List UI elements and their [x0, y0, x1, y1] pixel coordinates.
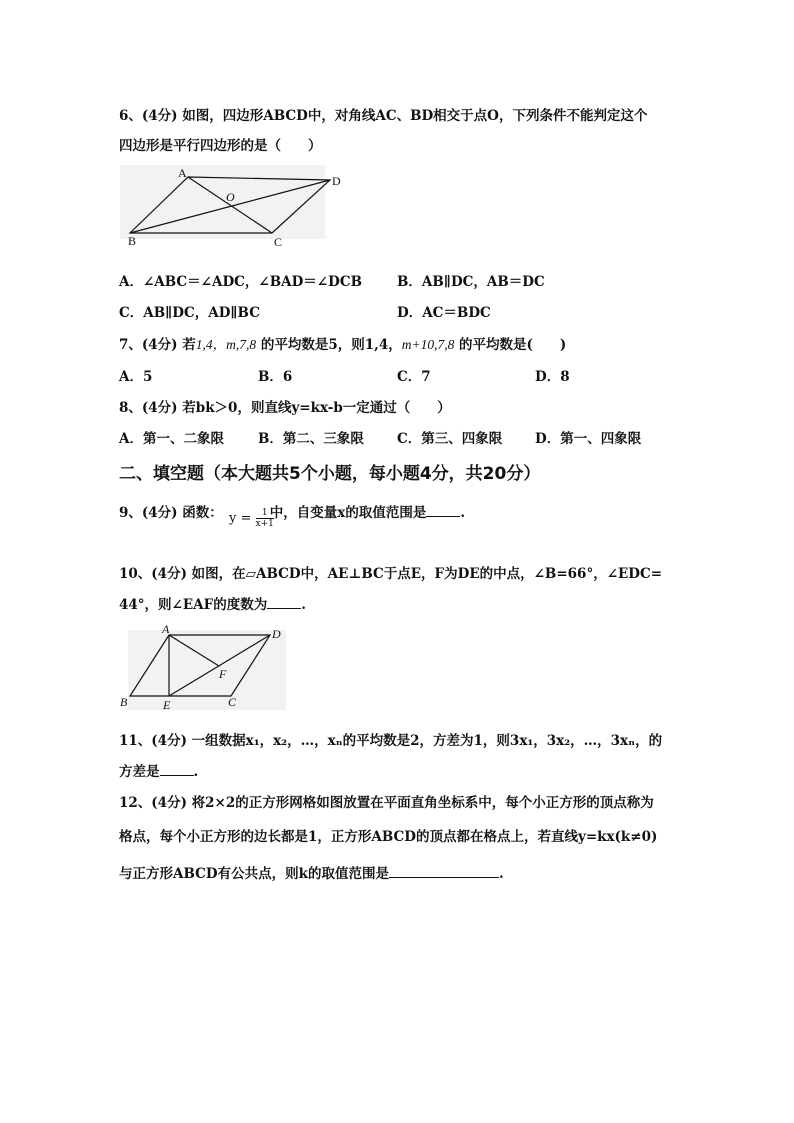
q6-option-a: A．∠ABC＝∠ADC，∠BAD＝∠DCB: [119, 274, 362, 290]
q10-parallelogram-figure: [118, 622, 293, 714]
q7-set2: m+10,7,8: [401, 337, 455, 352]
q6-label-o: O: [226, 190, 235, 204]
q7-stem: [119, 333, 566, 353]
section-fill-in-blank-heading: 二、填空题（本大题共5个小题，每小题4分，共20分）: [119, 464, 541, 484]
q11-line2-end: .: [193, 764, 199, 780]
q12-stem-line1: 12、(4分) 将2×2的正方形网格如图放置在平面直角坐标系中，每个小正方形的顶点称为: [119, 795, 654, 811]
q9-prefix: 9、(4分) 函数：: [119, 505, 223, 521]
q9-answer-blank[interactable]: [426, 504, 460, 517]
q9-suffix: 中，自变量x的取值范围是: [269, 505, 427, 521]
q6-option-d: D．AC＝BDC: [397, 305, 491, 321]
q8-option-a: A．第一、二象限: [119, 431, 224, 447]
q12-stem-line2: 格点，每个小正方形的边长都是1，正方形ABCD的顶点都在格点上，若直线y=kx(k≠0): [119, 829, 658, 845]
q8-stem: 8、(4分) 若bk＞0，则直线y=kx-b一定通过（ ）: [119, 400, 451, 416]
q12-line3-end: .: [498, 866, 504, 882]
q10-line2-end: .: [301, 597, 306, 613]
q10-stem-line1: 10、(4分) 如图，在▱ABCD中，AE⊥BC于点E，F为DE的中点，∠B=66°，∠EDC=: [119, 566, 663, 582]
q7-set1: 1,4，m,7,8: [195, 337, 257, 352]
q10-line2-text: 44°，则∠EAF的度数为: [119, 597, 268, 613]
q12-answer-blank[interactable]: [389, 865, 499, 878]
q7-option-a: A．5: [119, 369, 153, 385]
q7-prefix: 7、(4分) 若: [119, 337, 196, 353]
q10-label-e: E: [163, 698, 171, 712]
q6-option-c: C．AB∥DC，AD∥BC: [119, 305, 260, 321]
q7-option-b: B．6: [258, 369, 293, 385]
q10-label-d: D: [272, 627, 281, 641]
q9-formula-fraction: [256, 508, 274, 529]
q7-suffix: 的平均数是( ): [454, 337, 567, 353]
q9-end: .: [460, 505, 466, 521]
q10-label-f: F: [219, 667, 227, 681]
q9-formula-lhs: y =: [229, 511, 252, 526]
q6-label-b: B: [128, 234, 137, 248]
q11-answer-blank[interactable]: [160, 763, 194, 776]
q6-stem-line1: 6、(4分) 如图，四边形ABCD中，对角线AC、BD相交于点O，下列条件不能判定这个: [119, 108, 648, 124]
q7-option-c: C．7: [397, 369, 431, 385]
q6-label-c: C: [274, 235, 283, 249]
q9-formula: [229, 508, 274, 529]
q10-label-c: C: [228, 695, 237, 709]
q6-label-a: A: [178, 166, 187, 180]
q10-label-b: B: [120, 695, 128, 709]
q11-line2-text: 方差是: [119, 764, 160, 780]
q9-formula-denominator: x+1: [255, 519, 274, 529]
q10-label-a: A: [162, 622, 170, 636]
q9-stem: [119, 501, 465, 521]
q8-option-d: D．第一、四象限: [535, 431, 642, 447]
q11-stem-line2: [119, 760, 198, 780]
q6-option-b: B．AB∥DC，AB＝DC: [397, 274, 545, 290]
q7-mid: 的平均数是5，则1,4，: [256, 337, 402, 353]
q7-option-d: D．8: [535, 369, 570, 385]
q11-stem-line1: 11、(4分) 一组数据x₁，x₂，…，xₙ的平均数是2，方差为1，则3x₁，3x₂，…，3xₙ，的: [119, 733, 663, 749]
q10-answer-blank[interactable]: [267, 596, 301, 609]
q10-figure-background: [128, 630, 286, 710]
q6-stem-line2: 四边形是平行四边形的是（ ）: [119, 138, 322, 154]
q8-option-c: C．第三、四象限: [397, 431, 503, 447]
q6-parallelogram-figure: [120, 165, 350, 250]
q8-option-b: B．第二、三象限: [258, 431, 364, 447]
q9-formula-numerator: 1: [256, 508, 274, 519]
q12-stem-line3: [119, 862, 504, 882]
q6-label-d: D: [332, 174, 341, 188]
q10-stem-line2: [119, 593, 306, 613]
q12-line3-text: 与正方形ABCD有公共点，则k的取值范围是: [119, 866, 389, 882]
